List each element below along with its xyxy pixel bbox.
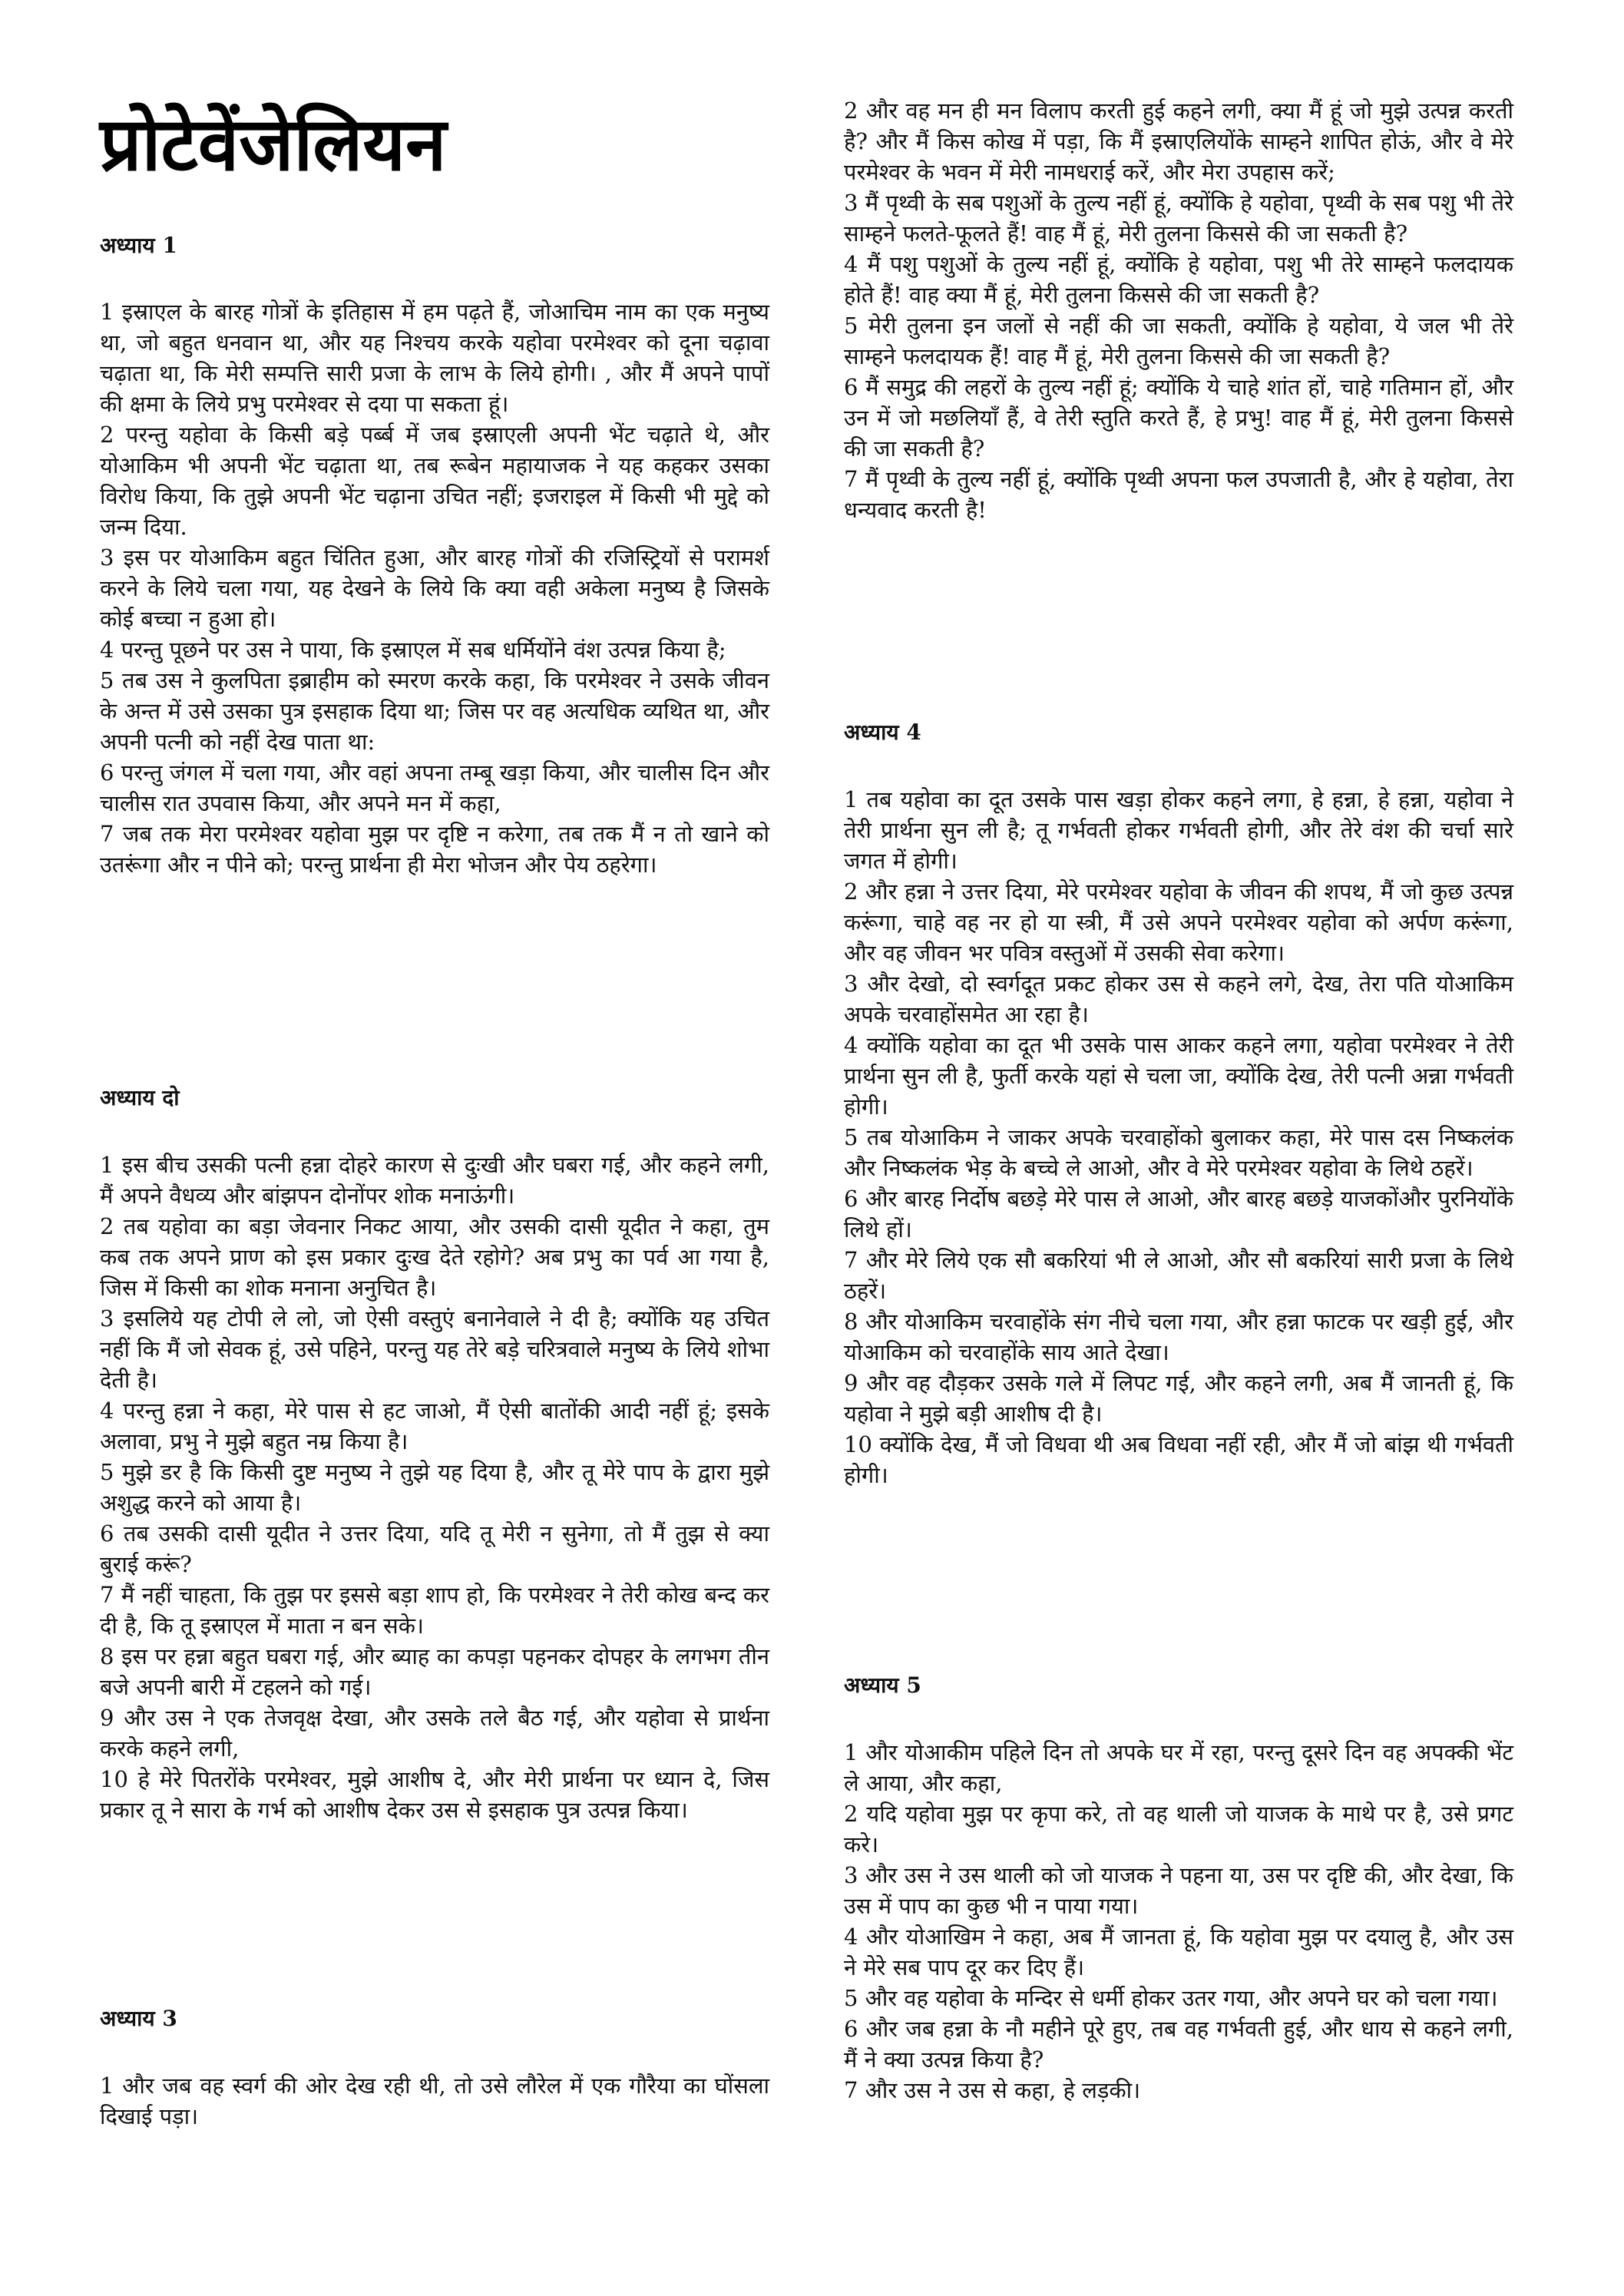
verse-5-2: 2 यदि यहोवा मुझ पर कृपा करे, तो वह थाली जो याजक के माथे पर है, उसे प्रगट करे। [844, 1801, 1513, 1858]
verse-4-10: 10 क्योंकि देख, मैं जो विधवा थी अब विधवा नहीं रही, और मैं जो बांझ थी गर्भवती होगी। [844, 1431, 1513, 1488]
verse-2-4: 4 परन्तु हन्ना ने कहा, मेरे पास से हट जाओ, मैं ऐसी बातोंकी आदी नहीं हूं; इसके अलावा, प्रभु ने मुझे बहुत नम्र किया है। [100, 1398, 769, 1454]
chapter-2-body [100, 1150, 769, 1825]
verse-5-6: 6 और जब हन्ना के नौ महीने पूरे हुए, तब वह गर्भवती हुई, और धाय से कहने लगी, मैं ने क्या उत्पन्न किया है? [844, 2016, 1513, 2073]
verse-4-8: 8 और योआकिम चरवाहोंके संग नीचे चला गया, और हन्ना फाटक पर खड़ी हुई, और योआकिम को चरवाहोंके साय आते देखा। [844, 1308, 1513, 1365]
verse-2-7: 7 मैं नहीं चाहता, कि तुझ पर इससे बड़ा शाप हो, कि परमेश्वर ने तेरी कोख बन्द कर दी है, कि तू इस्राएल में माता न बन सके। [100, 1582, 769, 1639]
chapter-5-heading: अध्याय 5 [844, 1672, 921, 1698]
verse-1-3: 3 इस पर योआकिम बहुत चिंतित हुआ, और बारह गोत्रों की रजिस्ट्रियों से परामर्श करने के लिये चला गया, यह देखने के लिये कि क्या वही अकेला मनुष्य है जिसके कोई बच्चा न हुआ हो। [100, 544, 769, 632]
verse-2-1: 1 इस बीच उसकी पत्नी हन्ना दोहरे कारण से दुःखी और घबरा गई, और कहने लगी, मैं अपने वैधव्य और बांझपन दोनोंपर शोक मनाऊंगी। [100, 1152, 769, 1209]
document-title: प्रोटेवेंजेलियन [100, 101, 447, 187]
verse-5-3: 3 और उस ने उस थाली को जो याजक ने पहना या, उस पर दृष्टि की, और देखा, कि उस में पाप का कुछ भी न पाया गया। [844, 1862, 1513, 1919]
verse-4-4: 4 क्योंकि यहोवा का दूत भी उसके पास आकर कहने लगा, यहोवा परमेश्वर ने तेरी प्रार्थना सुन ली है, फुर्ती करके यहां से चला जा, क्योंकि देख, तेरी पत्नी अन्ना गर्भवती होगी। [844, 1032, 1513, 1120]
verse-3-1: 1 और जब वह स्वर्ग की ओर देख रही थी, तो उसे लौरेल में एक गौरैया का घोंसला दिखाई पड़ा। [100, 2073, 769, 2129]
verse-1-5: 5 तब उस ने कुलपिता इब्राहीम को स्मरण करके कहा, कि परमेश्वर ने उसके जीवन के अन्त में उसे उसका पुत्र इसहाक दिया था; जिस पर वह अत्यधिक व्यथित था, और अपनी पत्नी को नहीं देख पाता था: [100, 667, 769, 755]
verse-2-10: 10 हे मेरे पितरोंके परमेश्वर, मुझे आशीष दे, और मेरी प्रार्थना पर ध्यान दे, जिस प्रकार तू ने सारा के गर्भ को आशीष देकर उस से इसहाक पुत्र उत्पन्न किया। [100, 1766, 769, 1823]
chapter-1-body [100, 296, 769, 880]
verse-1-1: 1 इस्राएल के बारह गोत्रों के इतिहास में हम पढ़ते हैं, जोआचिम नाम का एक मनुष्य था, जो बहुत धनवान था, और यह निश्चय करके यहोवा परमेश्वर को दूना चढ़ावा चढ़ाता था, कि मेरी सम्पत्ति सारी प्रजा के लाभ के लिये होगी। , और मैं अपने पापों की क्षमा के लिये प्रभु परमेश्वर से दया पा सकता हूं। [100, 299, 769, 417]
verse-5-1: 1 और योआकीम पहिले दिन तो अपके घर में रहा, परन्तु दूसरे दिन वह अपक्की भेंट ले आया, और कहा, [844, 1739, 1513, 1796]
verse-2-6: 6 तब उसकी दासी यूदीत ने उत्तर दिया, यदि तू मेरी न सुनेगा, तो मैं तुझ से क्या बुराई करूं? [100, 1520, 769, 1577]
verse-3-6: 6 मैं समुद्र की लहरों के तुल्य नहीं हूं; क्योंकि ये चाहे शांत हों, चाहे गतिमान हों, और उन में जो मछलियाँ हैं, वे तेरी स्तुति करते हैं, हे प्रभु! वाह मैं हूं, मेरी तुलना किससे की जा सकती है? [844, 374, 1513, 462]
verse-1-2: 2 परन्तु यहोवा के किसी बड़े पर्ब्ब में जब इस्राएली अपनी भेंट चढ़ाते थे, और योआकिम भी अपनी भेंट चढ़ाता था, तब रूबेन महायाजक ने यह कहकर उसका विरोध किया, कि तुझे अपनी भेंट चढ़ाना उचित नहीं; इजराइल में किसी भी मुद्दे को जन्म दिया. [100, 422, 769, 540]
verse-1-6: 6 परन्तु जंगल में चला गया, और वहां अपना तम्बू खड़ा किया, और चालीस दिन और चालीस रात उपवास किया, और अपने मन में कहा, [100, 759, 769, 816]
verse-1-7: 7 जब तक मेरा परमेश्वर यहोवा मुझ पर दृष्टि न करेगा, तब तक मैं न तो खाने को उतरूंगा और न पीने को; परन्तु प्रार्थना ही मेरा भोजन और पेय ठहरेगा। [100, 821, 769, 878]
chapter-2-heading: अध्याय दो [100, 1085, 180, 1110]
chapter-4-heading: अध्याय 4 [844, 720, 921, 745]
verse-3-5: 5 मेरी तुलना इन जलों से नहीं की जा सकती, क्योंकि हे यहोवा, ये जल भी तेरे साम्हने फलदायक हैं! वाह मैं हूं, मेरी तुलना किससे की जा सकती है? [844, 313, 1513, 369]
verse-4-6: 6 और बारह निर्दोष बछड़े मेरे पास ले आओ, और बारह बछड़े याजकोंऔर पुरनियोंके लिथे हों। [844, 1186, 1513, 1242]
verse-5-7: 7 और उस ने उस से कहा, हे लड़की। [844, 2077, 1141, 2103]
verse-3-3: 3 मैं पृथ्वी के सब पशुओं के तुल्य नहीं हूं, क्योंकि हे यहोवा, पृथ्वी के सब पशु भी तेरे साम्हने फलते-फूलते हैं! वाह मैं हूं, मेरी तुलना किससे की जा सकती है? [844, 190, 1513, 246]
verse-1-4: 4 परन्तु पूछने पर उस ने पाया, कि इस्राएल में सब धर्मियोंने वंश उत्पन्न किया है; [100, 637, 726, 663]
chapter-1-heading: अध्याय 1 [100, 233, 177, 258]
verse-4-5: 5 तब योआकिम ने जाकर अपके चरवाहोंको बुलाकर कहा, मेरे पास दस निष्कलंक और निष्कलंक भेड़ के बच्चे ले आओ, और वे मेरे परमेश्वर यहोवा के लिथे ठहरें। [844, 1124, 1513, 1181]
verse-2-3: 3 इसलिये यह टोपी ले लो, जो ऐसी वस्तुएं बनानेवाले ने दी है; क्योंकि यह उचित नहीं कि मैं जो सेवक हूं, उसे पहिने, परन्तु यह तेरे बड़े चरित्रवाले मनुष्य के लिये शोभा देती है। [100, 1305, 769, 1393]
chapter-5-body [844, 1737, 1513, 2106]
verse-2-9: 9 और उस ने एक तेजवृक्ष देखा, और उसके तले बैठ गई, और यहोवा से प्रार्थना करके कहने लगी, [100, 1705, 769, 1762]
chapter-3-heading: अध्याय 3 [100, 2006, 177, 2031]
chapter-3-body-start [100, 2070, 769, 2132]
verse-4-3: 3 और देखो, दो स्वर्गदूत प्रकट होकर उस से कहने लगे, देख, तेरा पति योआकिम अपके चरवाहोंसमेत आ रहा है। [844, 971, 1513, 1027]
chapter-4-body [844, 784, 1513, 1490]
verse-3-2: 2 और वह मन ही मन विलाप करती हुई कहने लगी, क्या मैं हूं जो मुझे उत्पन्न करती है? और मैं किस कोख में पड़ा, कि मैं इस्राएलियोंके साम्हने शापित होऊं, और वे मेरे परमेश्वर के भवन में मेरी नामधराई करें, और मेरा उपहास करें; [844, 98, 1513, 185]
verse-4-7: 7 और मेरे लिये एक सौ बकरियां भी ले आओ, और सौ बकरियां सारी प्रजा के लिथे ठहरें। [844, 1247, 1513, 1304]
verse-4-2: 2 और हन्ना ने उत्तर दिया, मेरे परमेश्वर यहोवा के जीवन की शपथ, मैं जो कुछ उत्पन्न करूंगा, चाहे वह नर हो या स्त्री, मैं उसे अपने परमेश्वर यहोवा को अर्पण करूंगा, और वह जीवन भर पवित्र वस्तुओं में उसकी सेवा करेगा। [844, 878, 1513, 966]
verse-3-4: 4 मैं पशु पशुओं के तुल्य नहीं हूं, क्योंकि हे यहोवा, पशु भी तेरे साम्हने फलदायक होते हैं! वाह क्या मैं हूं, मेरी तुलना किससे की जा सकती है? [844, 251, 1513, 308]
verse-2-2: 2 तब यहोवा का बड़ा जेवनार निकट आया, और उसकी दासी यूदीत ने कहा, तुम कब तक अपने प्राण को इस प्रकार दुःख देते रहोगे? अब प्रभु का पर्व आ गया है, जिस में किसी का शोक मनाना अनुचित है। [100, 1213, 769, 1301]
verse-4-9: 9 और वह दौड़कर उसके गले में लिपट गई, और कहने लगी, अब मैं जानती हूं, कि यहोवा ने मुझे बड़ी आशीष दी है। [844, 1370, 1513, 1427]
verse-5-4: 4 और योआखिम ने कहा, अब मैं जानता हूं, कि यहोवा मुझ पर दयालु है, और उस ने मेरे सब पाप दूर कर दिए हैं। [844, 1924, 1513, 1980]
verse-4-1: 1 तब यहोवा का दूत उसके पास खड़ा होकर कहने लगा, हे हन्ना, हे हन्ना, यहोवा ने तेरी प्रार्थना सुन ली है; तू गर्भवती होकर गर्भवती होगी, और तेरे वंश की चर्चा सारे जगत में होगी। [844, 786, 1513, 874]
verse-2-5: 5 मुझे डर है कि किसी दुष्ट मनुष्य ने तुझे यह दिया है, और तू मेरे पाप के द्वारा मुझे अशुद्ध करने को आया है। [100, 1459, 769, 1516]
chapter-3-body-continued [844, 95, 1513, 525]
verse-3-7: 7 मैं पृथ्वी के तुल्य नहीं हूं, क्योंकि पृथ्वी अपना फल उपजाती है, और हे यहोवा, तेरा धन्यवाद करती है! [844, 466, 1513, 523]
verse-5-5: 5 और वह यहोवा के मन्दिर से धर्मी होकर उतर गया, और अपने घर को चला गया। [844, 1985, 1498, 2011]
verse-2-8: 8 इस पर हन्ना बहुत घबरा गई, और ब्याह का कपड़ा पहनकर दोपहर के लगभग तीन बजे अपनी बारी में टहलने को गई। [100, 1643, 769, 1700]
